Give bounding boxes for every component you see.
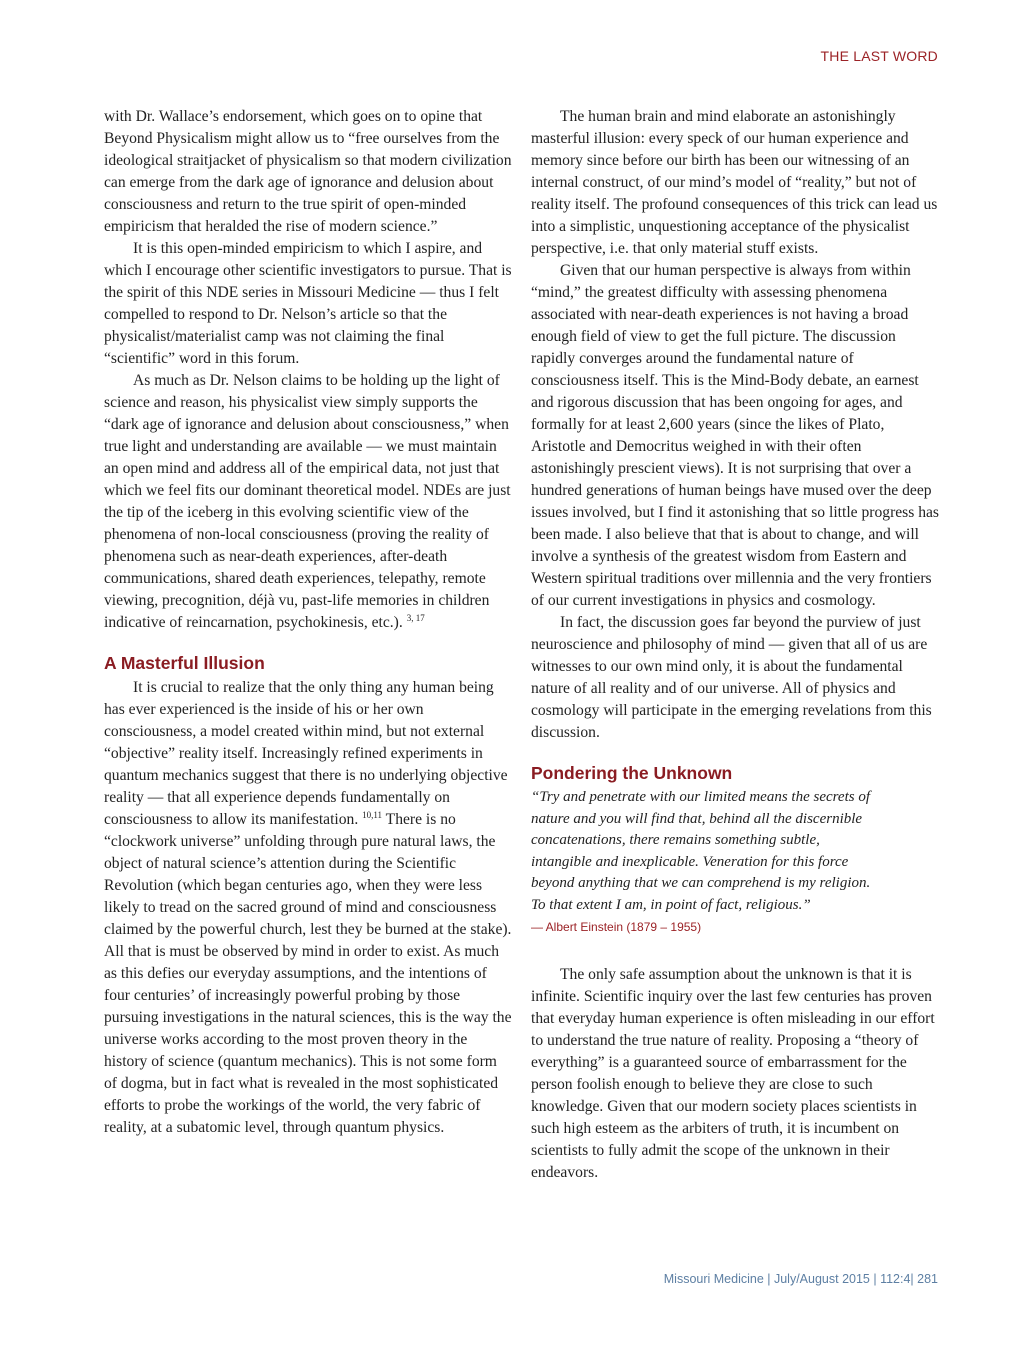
section-heading: Pondering the Unknown bbox=[531, 763, 733, 783]
right-column bbox=[531, 106, 939, 1184]
page-footer: Missouri Medicine | July/August 2015 | 112:4| 281 bbox=[663, 1272, 938, 1286]
body-paragraph: The only safe assumption about the unknown is that it is infinite. Scientific inquiry over the last few centuries has proven that everyday human experience is often misleading in our effort to understand the true nature of reality. Proposing a “theory of everything” is a guaranteed source of embarrassment for the person foolish enough to believe they are close to such knowledge. Given that our modern society places scientists in such high esteem as the arbiters of truth, it is incumbent on scientists to fully admit the scope of the unknown in their endeavors. bbox=[531, 966, 935, 1181]
paragraph-text: As much as Dr. Nelson claims to be holding up the light of science and reason, his physicalist view simply supports the “dark age of ignorance and delusion about consciousness,” when true light and understanding are available — we must maintain an open mind and address all of the empirical data, not just that which we feel fits our dominant theoretical model. NDEs are just the tip of the iceberg in this evolving scientific view of the phenomena of non-local consciousness (proving the reality of phenomena such as near-death experiences, after-death communications, shared death experiences, telepathy, remote viewing, precognition, déjà vu, past-life memories in children indicative of reincarnation, psychokinesis, etc.). bbox=[104, 372, 511, 631]
paragraph-text: There is no “clockwork universe” unfolding through pure natural laws, the object of natural science’s attention during the Scientific Revolution (which began centuries ago, when they were less likely to tread on the sacred ground of mind and consciousness claimed by the powerful church, lest they be burned at the stake). All that is must be observed by mind in order to exist. As much as this defies our everyday assumptions, and the intentions of four centuries’ of increasingly powerful probing by those pursuing investigations in the natural sciences, this is the way the universe works according to the most proven theory in the history of science (quantum mechanics). This is not some form of dogma, but in fact what is revealed in the most sophisticated efforts to probe the workings of the world, the very fabric of reality, at a subatomic level, through quantum physics. bbox=[104, 811, 512, 1136]
paragraph-text: It is crucial to realize that the only thing any human being has ever experienced is the inside of his or her own consciousness, a model created within mind, but not external “objective” reality itself. Increasingly refined experiments in quantum mechanics suggest that there is no underlying objective reality — that all experience depends fundamentally on consciousness to allow its manifestation. bbox=[104, 679, 508, 828]
einstein-quote: “Try and penetrate with our limited means the secrets of nature and you will find that, behind all the discernible concatenations, there remains something subtle, intangible and inexplicable. Veneration for this force beyond anything that we can comprehend is my religion. To that extent I am, in point of fact, religious.” bbox=[531, 789, 871, 913]
body-paragraph: Given that our human perspective is always from within “mind,” the greatest difficulty with assessing phenomena associated with near-death experiences is not having a broad enough field of view to get the full picture. The discussion rapidly converges around the fundamental nature of consciousness itself. This is the Mind-Body debate, an earnest and rigorous discussion that has been ongoing for ages, and formally for at least 2,600 years (since the likes of Plato, Aristotle and Democritus weighed in with their often astonishingly prescient views). It is not surprising that over a hundred generations of human beings have mused over the deep issues involved, but I find it astonishing that so little progress has been made. I also believe that that is about to change, and will involve a synthesis of the greatest wisdom from Eastern and Western spiritual traditions over millennia and the very frontiers of our current investigations in physics and cosmology. bbox=[531, 262, 940, 609]
body-paragraph: with Dr. Wallace’s endorsement, which goes on to opine that Beyond Physicalism might allow us to “free ourselves from the ideological straitjacket of physicalism so that modern civilization can emerge from the dark age of ignorance and delusion about consciousness and return to the true spirit of open-minded empiricism that heralded the rise of modern science.” bbox=[104, 108, 512, 235]
left-column bbox=[104, 106, 512, 1139]
body-paragraph: The human brain and mind elaborate an astonishingly masterful illusion: every speck of our human experience and memory since before our birth has been our witnessing of an internal construct, of our mind’s model of “reality,” but not of reality itself. The profound consequences of this trick can lead us into a simplistic, unquestioning acceptance of the physicalist perspective, i.e. that only material stuff exists. bbox=[531, 108, 938, 257]
body-paragraph: It is this open-minded empiricism to which I aspire, and which I encourage other scientific investigators to pursue. That is the spirit of this NDE series in Missouri Medicine — thus I felt compelled to respond to Dr. Nelson’s article so that the physicalist/materialist camp was not claiming the final “scientific” word in this forum. bbox=[104, 240, 512, 367]
section-heading: A Masterful Illusion bbox=[104, 653, 265, 673]
body-paragraph bbox=[104, 370, 512, 634]
reference-superscript: 10,11 bbox=[362, 809, 383, 820]
quote-attribution: — Albert Einstein (1879 – 1955) bbox=[531, 920, 702, 934]
reference-superscript: 3, 17 bbox=[406, 612, 425, 623]
spacer bbox=[531, 938, 939, 964]
body-paragraph bbox=[104, 677, 512, 1139]
body-paragraph: In fact, the discussion goes far beyond the purview of just neuroscience and philosophy of mind — given that all of us are witnesses to our own mind only, it is about the fundamental nature of all reality and of our universe. All of physics and cosmology will participate in the emerging revelations from this discussion. bbox=[531, 614, 932, 741]
section-header: THE LAST WORD bbox=[820, 48, 938, 64]
